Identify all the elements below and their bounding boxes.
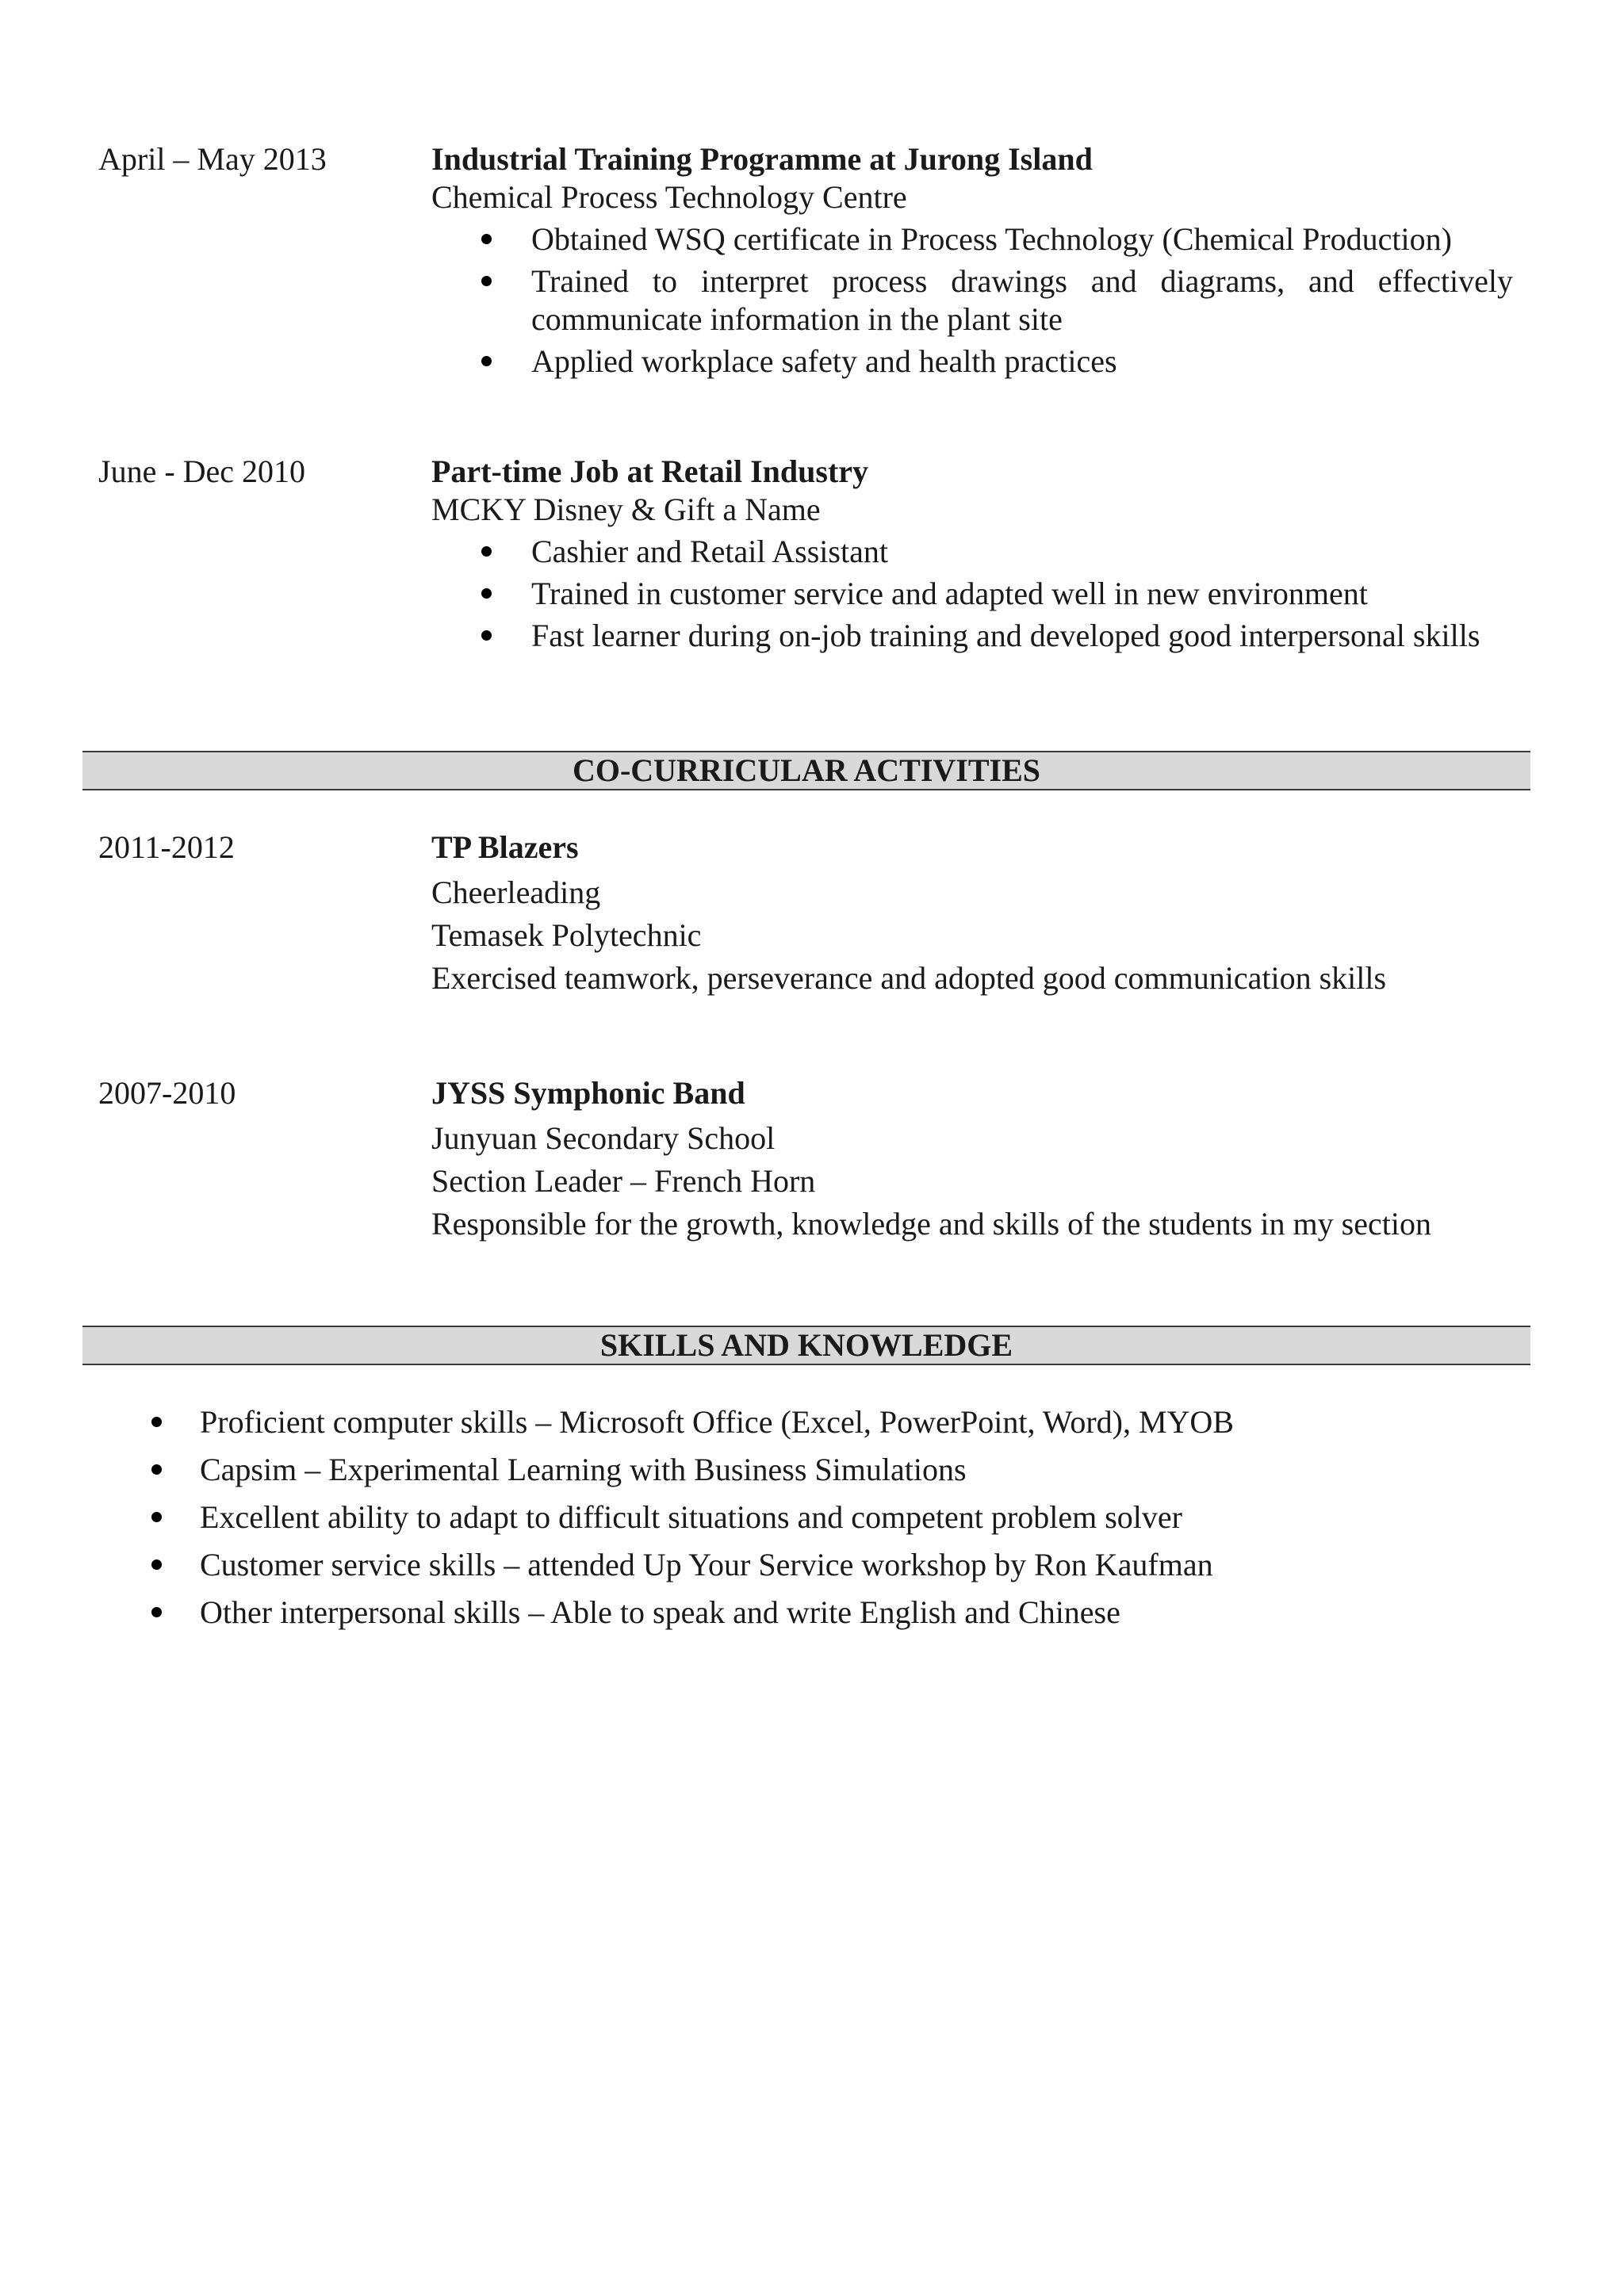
skills-list [98,1403,1526,1641]
entry-bullets [431,220,1513,381]
entry-title: TP Blazers [431,829,579,865]
entry-organization: MCKY Disney & Gift a Name [431,492,821,527]
entry-line: Cheerleading [431,874,601,910]
bullet-item: Trained in customer service and adapted well in new environment [431,575,1513,613]
bullet-icon [481,276,492,286]
entry-line: Section Leader – French Horn [431,1163,816,1199]
skill-item: Capsim – Experimental Learning with Business Simulations [98,1451,1526,1498]
entry-date: June - Dec 2010 [98,453,306,489]
entry-date: April – May 2013 [98,141,327,177]
entry-title: Part-time Job at Retail Industry [431,453,869,489]
skill-item: Excellent ability to adapt to difficult situations and competent problem solver [98,1498,1526,1546]
skill-item: Other interpersonal skills – Able to speak and write English and Chinese [98,1594,1526,1641]
skill-item: Customer service skills – attended Up Your Service workshop by Ron Kaufman [98,1546,1526,1594]
entry-body [431,828,1513,1000]
entry-body [431,140,1513,381]
entry-line: Exercised teamwork, perseverance and adopted good communication skills [431,960,1387,996]
bullet-item: Applied workplace safety and health practices [431,342,1513,381]
bullet-icon [151,1512,162,1522]
entry-line: Temasek Polytechnic [431,917,702,953]
entry-date: 2011-2012 [98,829,235,865]
bullet-icon [481,356,492,366]
entry-bullets [431,533,1513,655]
bullet-icon [151,1559,162,1570]
bullet-icon [151,1417,162,1427]
bullet-item: Cashier and Retail Assistant [431,533,1513,571]
entry-organization: Chemical Process Technology Centre [431,179,907,215]
entry-title: JYSS Symphonic Band [431,1075,745,1111]
bullet-icon [481,588,492,599]
section-heading-skills: SKILLS AND KNOWLEDGE [82,1326,1530,1365]
entry-line: Responsible for the growth, knowledge and skills of the students in my section [431,1206,1431,1242]
bullet-item: Obtained WSQ certificate in Process Technology (Chemical Production) [431,220,1513,258]
entry-body [431,1074,1513,1246]
bullet-item: Fast learner during on-job training and developed good interpersonal skills [431,617,1513,655]
entry-date: 2007-2010 [98,1075,236,1111]
bullet-icon [151,1607,162,1617]
bullet-icon [481,234,492,244]
entry-line: Junyuan Secondary School [431,1120,776,1156]
section-heading-cca: CO-CURRICULAR ACTIVITIES [82,751,1530,790]
bullet-item: Trained to interpret process drawings and diagrams, and effectively communicate information in the plant site [431,262,1513,339]
bullet-icon [151,1464,162,1475]
bullet-icon [481,630,492,641]
entry-body [431,453,1513,655]
entry-title: Industrial Training Programme at Jurong Island [431,141,1093,177]
skill-item: Proficient computer skills – Microsoft Office (Excel, PowerPoint, Word), MYOB [98,1403,1526,1451]
bullet-icon [481,546,492,557]
